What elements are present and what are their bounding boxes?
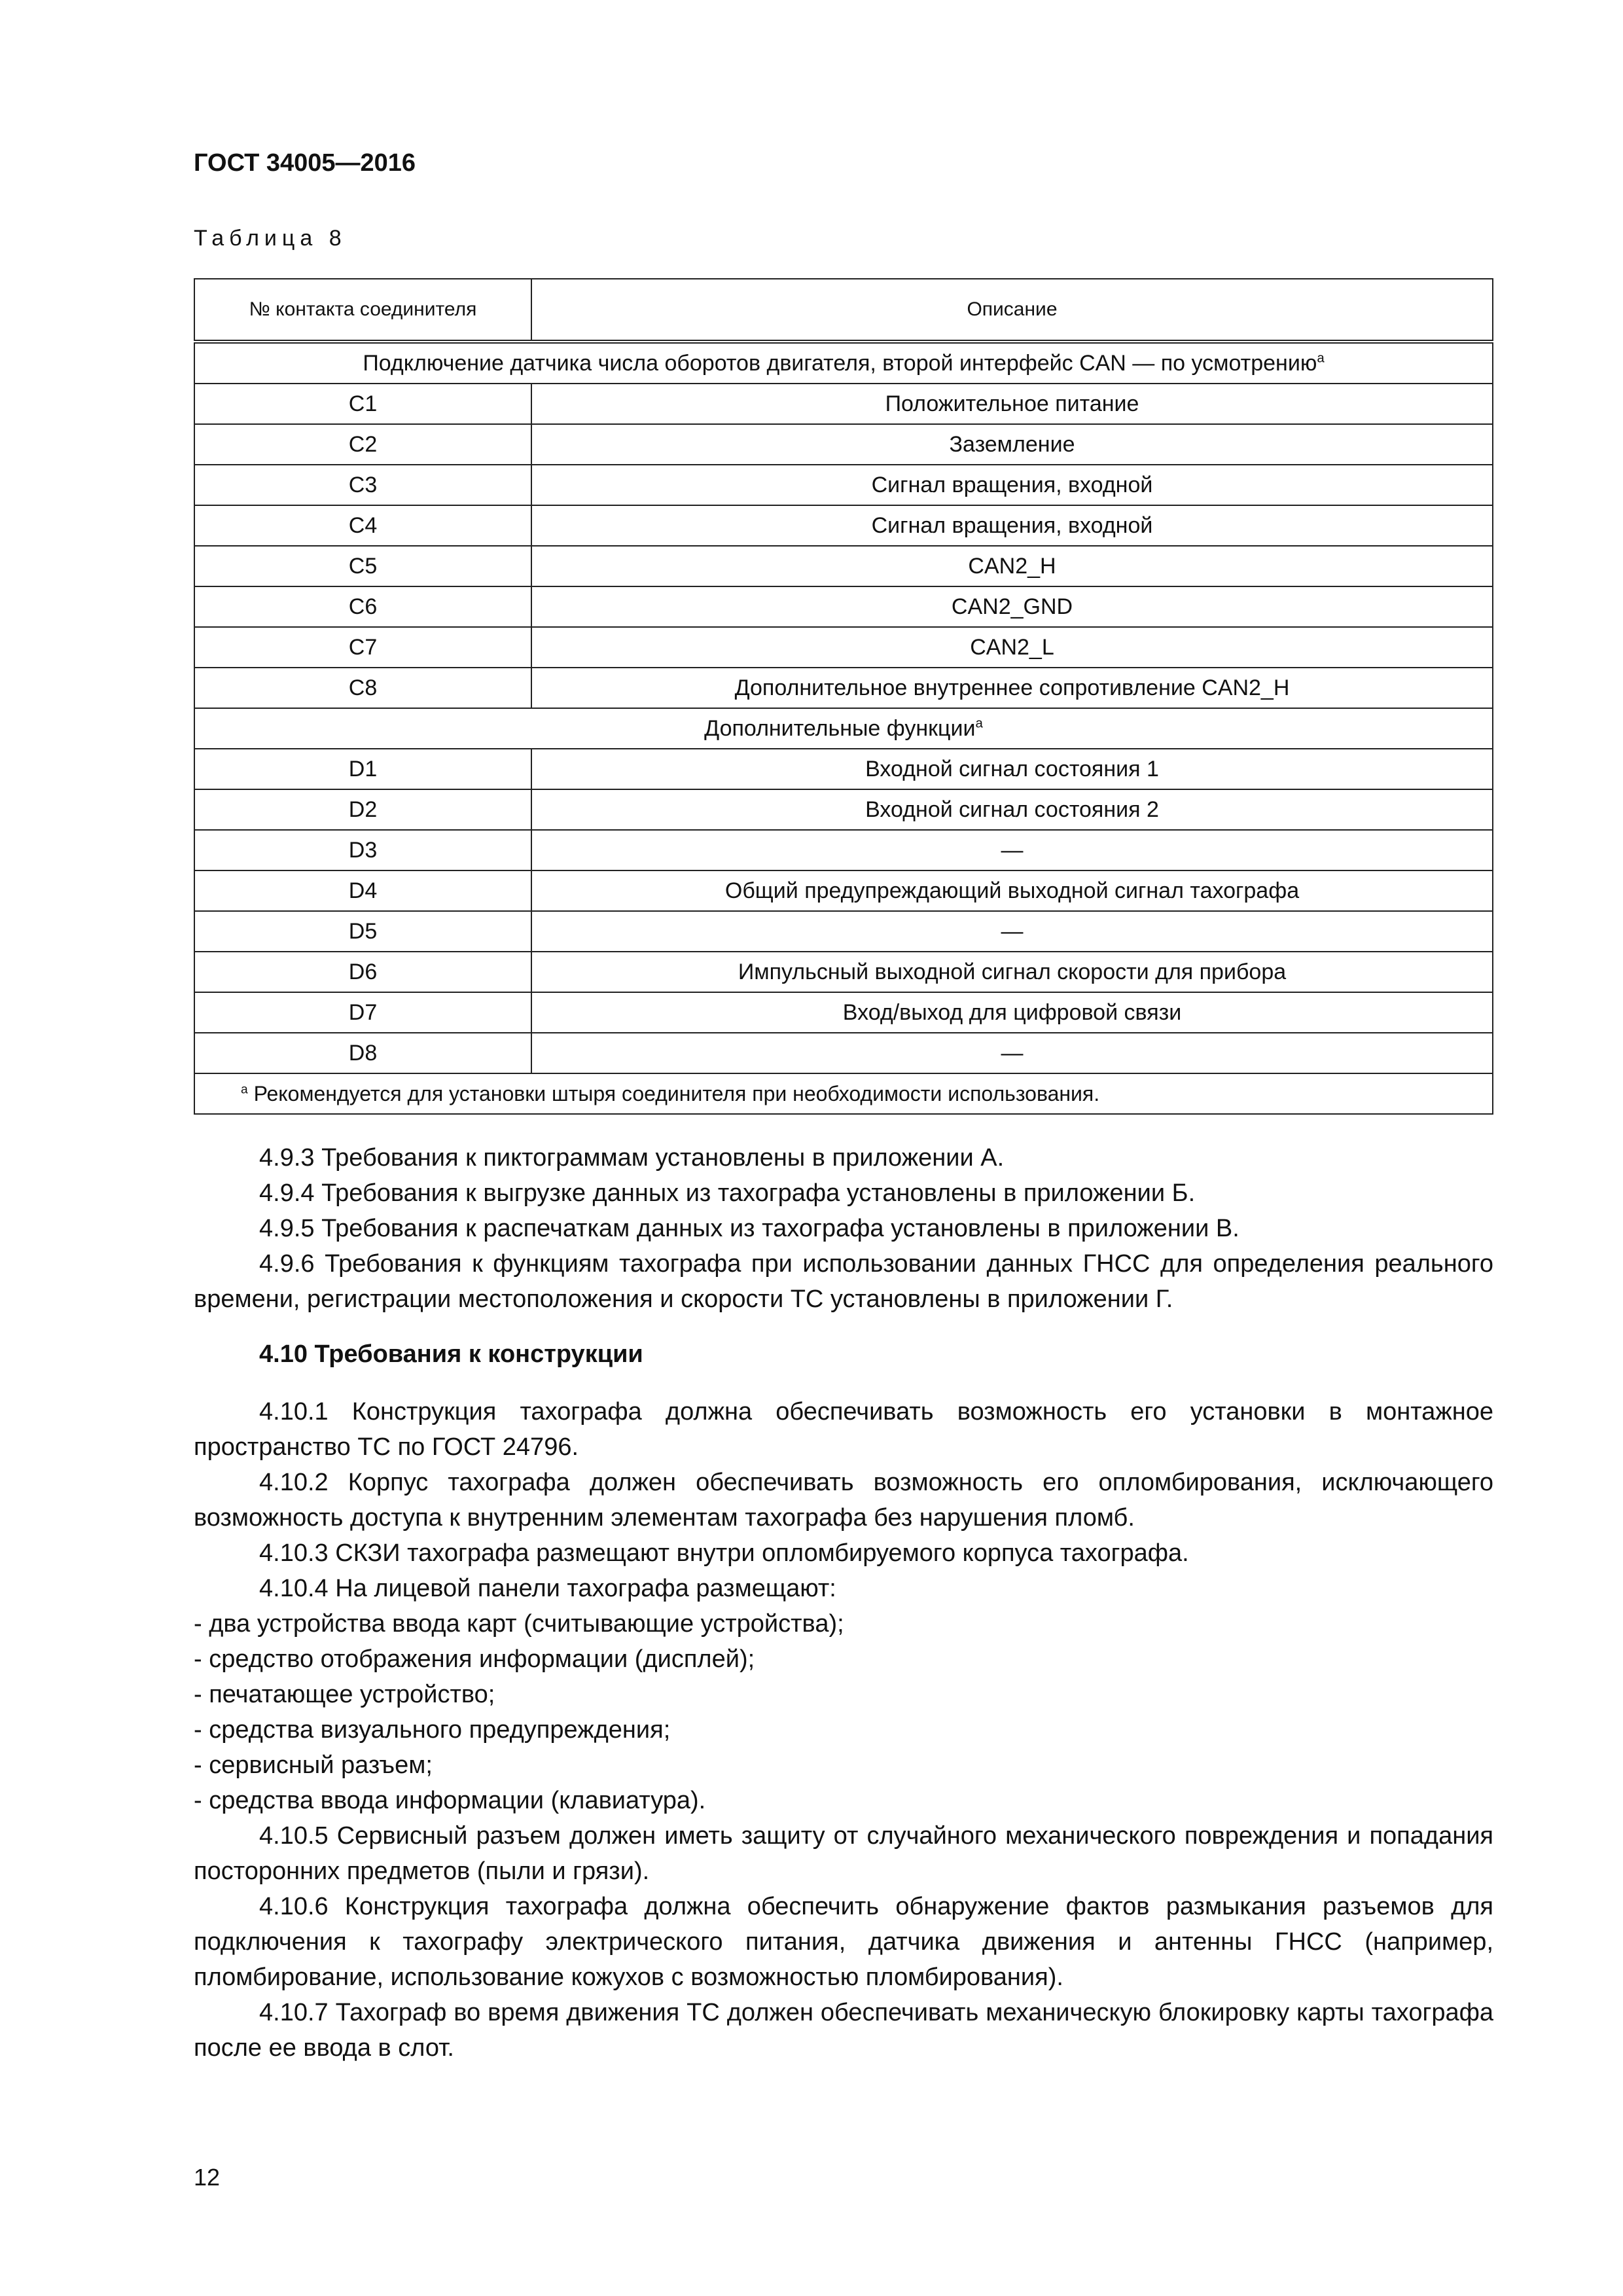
table-row xyxy=(194,668,1493,708)
section-heading-4-10: 4.10 Требования к конструкции xyxy=(259,1340,643,1368)
column-header-description: Описание xyxy=(531,279,1493,342)
paragraph-4-9-6: 4.9.6 Требования к функциям тахографа при использовании данных ГНСС для определения реального времени, регистрации местоположения и скорости ТС установлены в приложении Г. xyxy=(194,1250,1493,1313)
table-row xyxy=(194,952,1493,992)
table-row xyxy=(194,992,1493,1033)
table-row xyxy=(194,789,1493,830)
description-cell: CAN2_L xyxy=(531,627,1493,668)
table-row xyxy=(194,749,1493,789)
footnote-mark: а xyxy=(241,1082,248,1096)
contact-cell: D2 xyxy=(194,789,531,830)
table-row xyxy=(194,505,1493,546)
contact-cell: C1 xyxy=(194,384,531,424)
description-cell: Сигнал вращения, входной xyxy=(531,465,1493,505)
description-cell: Входной сигнал состояния 1 xyxy=(531,749,1493,789)
paragraph-4-9-3: 4.9.3 Требования к пиктограммам установлены в приложении А. xyxy=(259,1144,1005,1172)
table-footnote-row xyxy=(194,1073,1493,1114)
paragraph-4-9-4: 4.9.4 Требования к выгрузке данных из тахографа установлены в приложении Б. xyxy=(259,1179,1196,1207)
list-item: - средства визуального предупреждения; xyxy=(194,1716,671,1744)
section-row xyxy=(194,708,1493,749)
description-cell: — xyxy=(531,911,1493,952)
contact-cell: C7 xyxy=(194,627,531,668)
paragraph-4-10-1: 4.10.1 Конструкция тахографа должна обеспечивать возможность его установки в монтажное пространство ТС по ГОСТ 24796. xyxy=(194,1398,1493,1461)
table-header-row xyxy=(194,279,1493,342)
footnote-mark: а xyxy=(975,716,983,731)
table-row xyxy=(194,627,1493,668)
table-row xyxy=(194,830,1493,870)
table-row xyxy=(194,384,1493,424)
contact-cell: D7 xyxy=(194,992,531,1033)
contact-cell: C8 xyxy=(194,668,531,708)
list-item: - средство отображения информации (дисплей); xyxy=(194,1645,755,1673)
table-row xyxy=(194,911,1493,952)
description-cell: Импульсный выходной сигнал скорости для прибора xyxy=(531,952,1493,992)
table-row xyxy=(194,1033,1493,1073)
section-title-text: Дополнительные функции xyxy=(704,715,976,741)
table-footnote xyxy=(194,1073,1493,1114)
description-cell: CAN2_H xyxy=(531,546,1493,586)
list-item: - печатающее устройство; xyxy=(194,1681,495,1708)
table-row xyxy=(194,424,1493,465)
contact-cell: D6 xyxy=(194,952,531,992)
section-row xyxy=(194,342,1493,384)
document-header: ГОСТ 34005—2016 xyxy=(194,149,416,177)
contact-cell: D4 xyxy=(194,870,531,911)
section-title-text: Подключение датчика числа оборотов двигателя, второй интерфейс CAN — по усмотрению xyxy=(363,350,1317,376)
table-row xyxy=(194,586,1493,627)
table-row xyxy=(194,870,1493,911)
contacts-table xyxy=(194,278,1493,1115)
paragraph-4-10-5: 4.10.5 Сервисный разъем должен иметь защиту от случайного механического повреждения и попадания посторонних предметов (пыли и грязи). xyxy=(194,1822,1493,1885)
list-item: - средства ввода информации (клавиатура). xyxy=(194,1787,706,1814)
footnote-text: Рекомендуется для установки штыря соединителя при необходимости использования. xyxy=(247,1081,1100,1105)
column-header-contact: № контакта соединителя xyxy=(194,279,531,342)
contact-cell: C5 xyxy=(194,546,531,586)
section-title-additional xyxy=(194,708,1493,749)
description-cell: Сигнал вращения, входной xyxy=(531,505,1493,546)
description-cell: Вход/выход для цифровой связи xyxy=(531,992,1493,1033)
paragraph-4-9-5: 4.9.5 Требования к распечаткам данных из тахографа установлены в приложении В. xyxy=(259,1215,1240,1242)
description-cell: — xyxy=(531,830,1493,870)
paragraph-4-10-4: 4.10.4 На лицевой панели тахографа размещают: xyxy=(259,1575,836,1602)
paragraph-4-10-2: 4.10.2 Корпус тахографа должен обеспечивать возможность его опломбирования, исключающего возможность доступа к внутренним элементам тахографа без нарушения пломб. xyxy=(194,1469,1493,1532)
page-number: 12 xyxy=(194,2164,221,2191)
list-item: - два устройства ввода карт (считывающие устройства); xyxy=(194,1610,844,1638)
contact-cell: C3 xyxy=(194,465,531,505)
section-title-engine-speed xyxy=(194,342,1493,384)
description-cell: Общий предупреждающий выходной сигнал тахографа xyxy=(531,870,1493,911)
body-text xyxy=(194,1140,1493,2066)
table-row xyxy=(194,546,1493,586)
list-item: - сервисный разъем; xyxy=(194,1751,433,1779)
contact-cell: D8 xyxy=(194,1033,531,1073)
contact-cell: C4 xyxy=(194,505,531,546)
table-caption: Таблица 8 xyxy=(194,226,347,251)
description-cell: Входной сигнал состояния 2 xyxy=(531,789,1493,830)
description-cell: — xyxy=(531,1033,1493,1073)
paragraph-4-10-7: 4.10.7 Тахограф во время движения ТС должен обеспечивать механическую блокировку карты тахографа после ее ввода в слот. xyxy=(194,1999,1493,2062)
paragraph-4-10-6: 4.10.6 Конструкция тахографа должна обеспечить обнаружение фактов размыкания разъемов для подключения к тахографу электрического питания, датчика движения и антенны ГНСС (например, пломбирование, использование кожухов с возможностью пломбирования). xyxy=(194,1893,1493,1991)
contact-cell: D5 xyxy=(194,911,531,952)
contact-cell: C2 xyxy=(194,424,531,465)
description-cell: Дополнительное внутреннее сопротивление CAN2_H xyxy=(531,668,1493,708)
footnote-mark: а xyxy=(1317,351,1325,366)
description-cell: Заземление xyxy=(531,424,1493,465)
paragraph-4-10-3: 4.10.3 СКЗИ тахографа размещают внутри опломбируемого корпуса тахографа. xyxy=(259,1539,1189,1567)
contact-cell: C6 xyxy=(194,586,531,627)
description-cell: Положительное питание xyxy=(531,384,1493,424)
contact-cell: D1 xyxy=(194,749,531,789)
table-row xyxy=(194,465,1493,505)
contact-cell: D3 xyxy=(194,830,531,870)
description-cell: CAN2_GND xyxy=(531,586,1493,627)
